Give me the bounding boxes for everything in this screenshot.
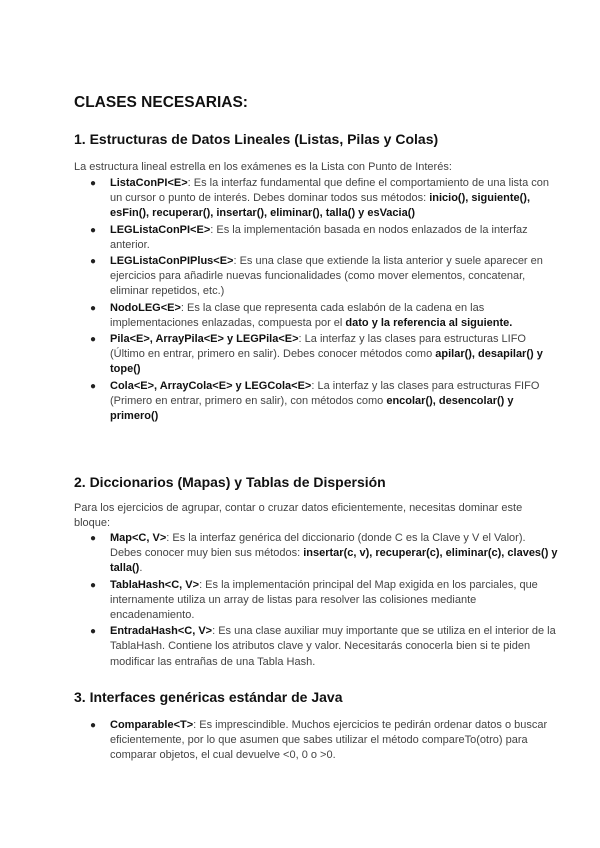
bullet-icon: ● — [90, 380, 97, 392]
class-name: Pila<E>, ArrayPila<E> y LEGPila<E> — [110, 333, 299, 346]
bullet-icon: ● — [90, 178, 97, 189]
class-name: ListaConPI<E> — [110, 177, 188, 189]
item-methods: encolar(), desencolar() y primero() — [110, 394, 514, 423]
item-text: : La interfaz y las clases para estructuras LIFO (Último en entrar, primero en salir). Debes conocer métodos como — [110, 333, 526, 361]
list-item — [90, 223, 558, 253]
list-item — [90, 578, 558, 624]
item-text: : La interfaz y las clases para estructuras FIFO (Primero en entrar, primero en salir), con métodos como — [110, 379, 540, 407]
list-item — [90, 718, 558, 764]
list-item — [90, 301, 558, 331]
bullet-icon: ● — [90, 334, 97, 346]
item-text: : Es la interfaz fundamental que define el comportamiento de una lista con un cursor o punto de interés. Debes dominar todos sus métodos: — [110, 177, 550, 205]
class-name: TablaHash<C, V> — [110, 578, 200, 591]
bullet-icon: ● — [90, 224, 97, 236]
list-item — [90, 254, 558, 300]
item-text: : Es la clase que representa cada eslabón de la cadena en las implementaciones enlazadas, compuesta por el — [110, 301, 485, 329]
item-text: : Es una clase que extiende la lista anterior y suele aparecer en ejercicios para añadirle nuevas funcionalidades (como mover elementos, concatenar, eliminar repetidos, etc.) — [110, 255, 543, 298]
item-text: : Es la implementación principal del Map exigida en los parciales, que internamente utiliza un array de listas para resolver las colisiones mediante encadenamiento. — [110, 578, 538, 622]
item-text: : Es la interfaz genérica del diccionario (donde C es la Clave y V el Valor). Debes conocer muy bien sus métodos: — [110, 532, 526, 560]
class-name: Cola<E>, ArrayCola<E> y LEGCola<E> — [110, 379, 312, 392]
section-1-intro: La estructura lineal estrella en los exámenes es la Lista con Punto de Interés: — [74, 161, 452, 173]
list-item — [90, 624, 558, 670]
class-name: Comparable<T> — [110, 719, 194, 731]
section-1-list — [90, 176, 558, 425]
bullet-icon: ● — [90, 533, 97, 544]
section-3-heading: 3. Interfaces genéricas estándar de Java — [74, 689, 343, 705]
bullet-icon: ● — [90, 256, 97, 268]
bullet-icon: ● — [90, 720, 97, 731]
bullet-icon: ● — [90, 626, 97, 638]
section-2-intro: Para los ejercicios de agrupar, contar o cruzar datos eficientemente, necesitas dominar este bloque: — [74, 502, 523, 530]
class-name: EntradaHash<C, V> — [110, 625, 213, 638]
section-2-list — [90, 531, 558, 671]
list-item — [90, 531, 558, 577]
page-title: CLASES NECESARIAS: — [74, 94, 248, 111]
list-item — [90, 379, 558, 425]
item-methods: apilar(), desapilar() y tope() — [110, 348, 543, 376]
item-text: : Es la implementación basada en nodos enlazados de la interfaz anterior. — [110, 223, 528, 251]
bullet-icon: ● — [90, 579, 97, 591]
bullet-icon: ● — [90, 302, 97, 314]
list-item — [90, 176, 558, 222]
section-2-heading: 2. Diccionarios (Mapas) y Tablas de Dispersión — [74, 474, 386, 490]
section-1-heading: 1. Estructuras de Datos Lineales (Listas, Pilas y Colas) — [74, 131, 439, 147]
item-methods: inicio(), siguiente(), esFin(), recuperar(), insertar(), eliminar(), talla() y esVacia() — [110, 192, 531, 220]
section-3-list — [90, 718, 558, 765]
item-methods: dato y la referencia al siguiente. — [345, 316, 513, 329]
list-item — [90, 332, 558, 378]
item-tail: . — [139, 562, 143, 575]
class-name: LEGListaConPI<E> — [110, 223, 211, 236]
class-name: Map<C, V> — [110, 532, 167, 544]
class-name: NodoLEG<E> — [110, 301, 181, 314]
item-text: : Es imprescindible. Muchos ejercicios te pedirán ordenar datos o buscar eficientemente, por lo que asumen que sabes utilizar el método compareTo(otro) para comparar objetos, el cual devuelve <0, 0 o >0. — [110, 719, 548, 762]
item-text: : Es una clase auxiliar muy importante que se utiliza en el interior de la TablaHash. Contiene los atributos clave y valor. Necesitarás conocerla bien si te piden modificar las entrañas de una Tabla Hash. — [110, 625, 556, 668]
item-methods: insertar(c, v), recuperar(c), eliminar(c), claves() y talla() — [110, 547, 558, 575]
class-name: LEGListaConPIPlus<E> — [110, 255, 234, 268]
